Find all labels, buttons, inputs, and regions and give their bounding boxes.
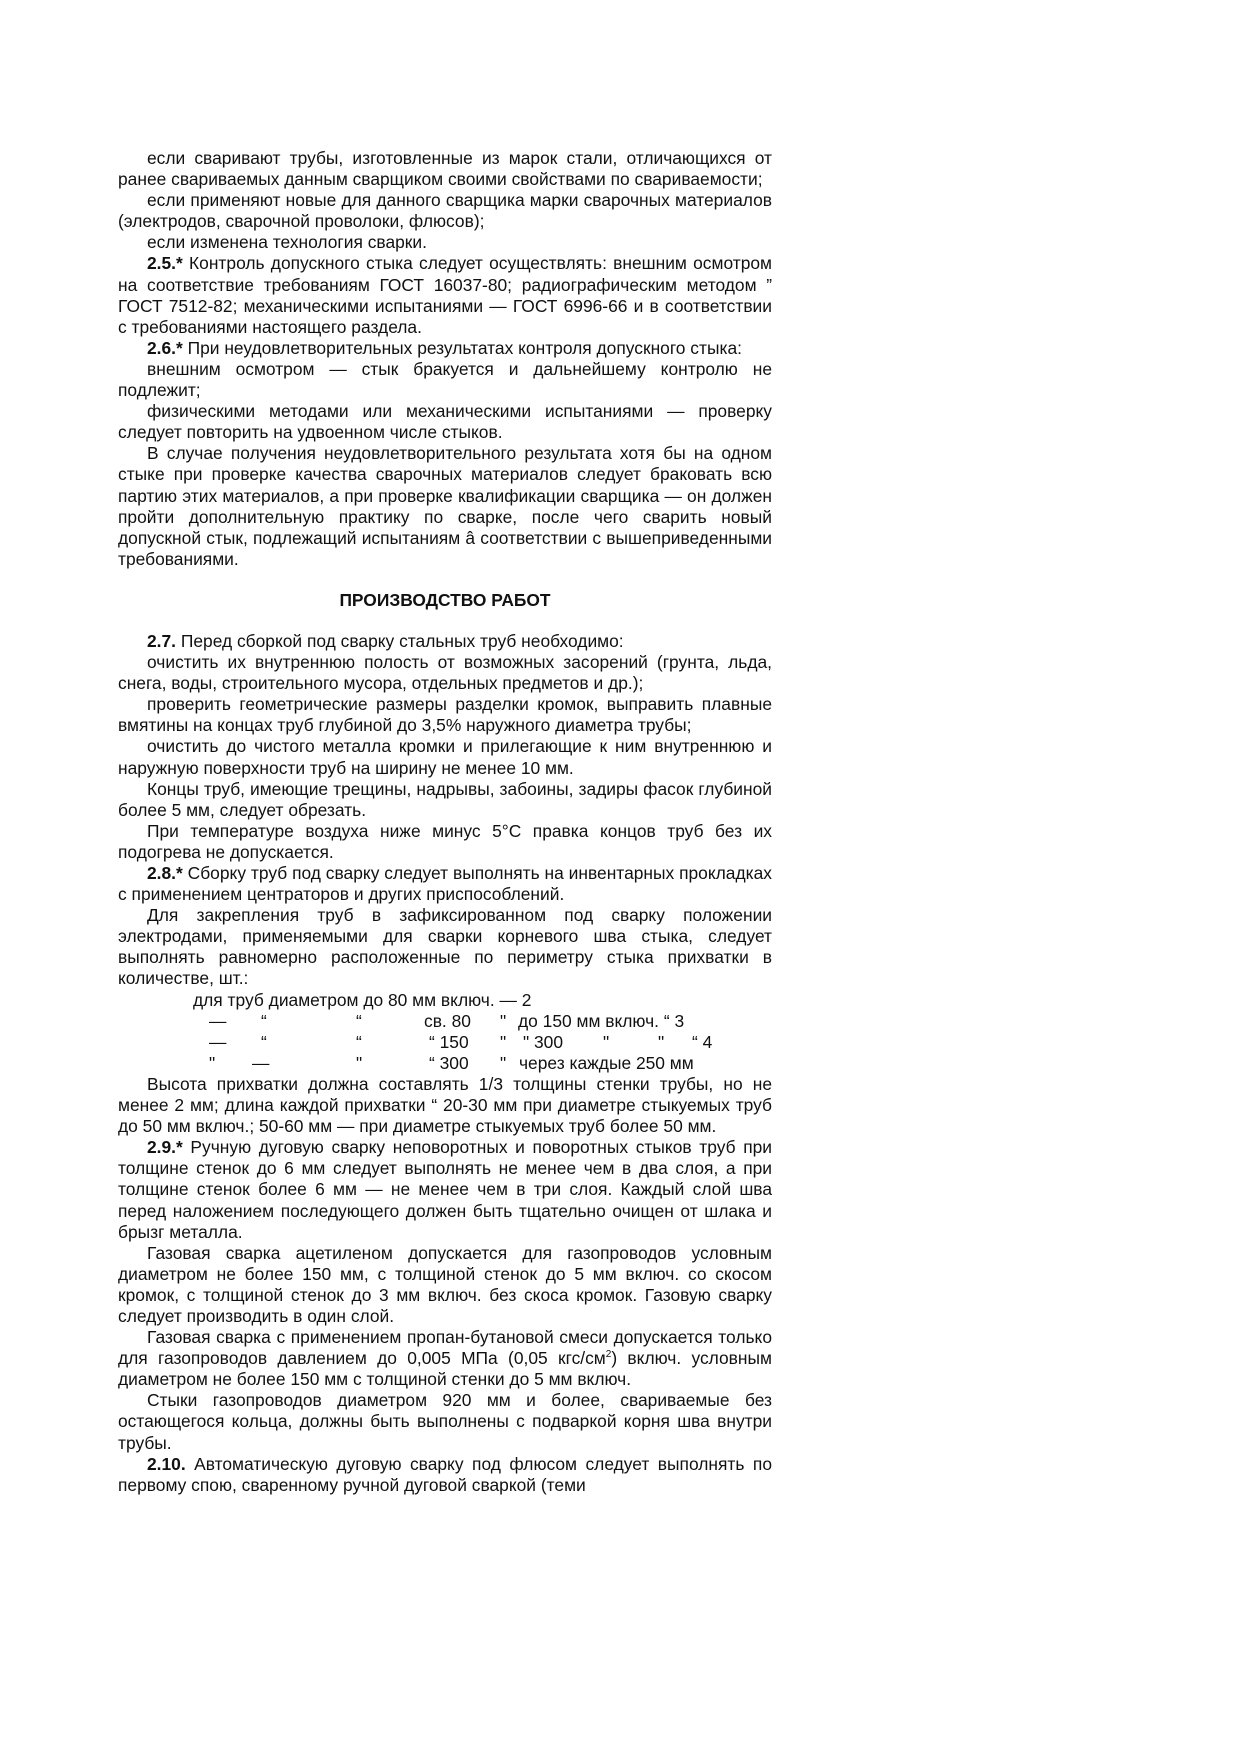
table-cell: " xyxy=(500,1010,507,1031)
paragraph: В случае получения неудовлетворительного результата хотя бы на одном стыке при проверке качества сварочных материалов следует браковать всю партию этих материалов, а при проверке квалификации сварщика — он должен пройти дополнительную практику по сварке, после чего сварить новый допускной стык, подлежащий испытаниям â соответствии с вышеприведенными требованиями. xyxy=(118,443,772,569)
paragraph: очистить до чистого металла кромки и прилегающие к ним внутреннюю и наружную поверхности труб на ширину не менее 10 мм. xyxy=(118,736,772,778)
table-cell: “ xyxy=(356,1010,362,1031)
table-cell: “ 4 xyxy=(692,1031,713,1052)
paragraph: Для закрепления труб в зафиксированном под сварку положении электродами, применяемыми для сварки корневого шва стыка, следует выполнять равномерно расположенные по периметру стыка прихватки в количестве, шт.: xyxy=(118,905,772,989)
clause-number: 2.6.* xyxy=(147,337,183,358)
clause-text: При неудовлетворительных результатах контроля допускного стыка: xyxy=(182,337,742,358)
clause-2-5 xyxy=(118,253,772,337)
paragraph: проверить геометрические размеры разделки кромок, выправить плавные вмятины на концах труб глубиной до 3,5% наружного диаметра трубы; xyxy=(118,694,772,736)
paragraph: Стыки газопроводов диаметром 920 мм и более, свариваемые без остающегося кольца, должны быть выполнены с подваркой корня шва внутри трубы. xyxy=(118,1390,772,1453)
document-page xyxy=(118,148,772,1496)
clause-2-8 xyxy=(118,863,772,905)
table-cell: " xyxy=(500,1031,507,1052)
paragraph-text: Газовая сварка с применением пропан-бутановой смеси допускается только для газопроводов давлением до 0,005 МПа (0,05 кгс/см xyxy=(118,1327,772,1369)
paragraph-text: ) включ. условным диаметром не более 150 мм с толщиной стенки до 5 мм включ. xyxy=(118,1348,772,1390)
table-cell: “ xyxy=(261,1031,267,1052)
table-row xyxy=(118,990,772,1011)
table-cell: “ 150 xyxy=(429,1031,469,1052)
paragraph: если изменена технология сварки. xyxy=(147,232,427,253)
table-cell: — xyxy=(252,1052,270,1073)
clause-2-7 xyxy=(118,631,772,652)
table-cell: св. 80 xyxy=(424,1010,471,1031)
clause-text: Автоматическую дуговую сварку под флюсом следует выполнять по первому спою, сваренному ручной дуговой сваркой (теми xyxy=(118,1453,772,1495)
clause-number: 2.8.* xyxy=(147,863,183,883)
table-cell: “ xyxy=(261,1010,267,1031)
clause-text: Контроль допускного стыка следует осуществлять: внешним осмотром на соответствие требованиям ГОСТ 16037-80; радиографическим методом ” ГОСТ 7512-82; механическими испытаниями — ГОСТ 6996-66 и в соответствии с требованиями настоящего раздела. xyxy=(118,253,772,337)
table-row xyxy=(118,1053,772,1074)
table-cell: для труб диаметром до 80 мм включ. — 2 xyxy=(193,989,532,1010)
table-cell: “ 300 xyxy=(429,1052,469,1073)
clause-2-10 xyxy=(118,1454,772,1496)
table-cell: до 150 мм включ. “ 3 xyxy=(518,1010,685,1031)
clause-text: Перед сборкой под сварку стальных труб необходимо: xyxy=(176,630,624,651)
paragraph: Концы труб, имеющие трещины, надрывы, забоины, задиры фасок глубиной более 5 мм, следует обрезать. xyxy=(118,778,772,820)
clause-2-9 xyxy=(118,1137,772,1242)
table-cell: через каждые 250 мм xyxy=(519,1052,694,1073)
clause-2-6 xyxy=(118,338,772,359)
section-heading: ПРОИЗВОДСТВО РАБОТ xyxy=(339,589,551,610)
superscript: 2 xyxy=(605,1349,612,1361)
table-cell: " xyxy=(603,1031,610,1052)
table-cell: — xyxy=(209,1031,227,1052)
paragraph: Газовая сварка ацетиленом допускается для газопроводов условным диаметром не более 150 мм, с толщиной стенок до 5 мм включ. со скосом кромок, с толщиной стенок до 3 мм включ. без скоса кромок. Газовую сварку следует производить в один слой. xyxy=(118,1242,772,1326)
paragraph: физическими методами или механическими испытаниями — проверку следует повторить на удвоенном числе стыков. xyxy=(118,401,772,443)
table-cell: — xyxy=(209,1010,227,1031)
table-cell: " 300 xyxy=(523,1031,564,1052)
clause-text: Сборку труб под сварку следует выполнять на инвентарных прокладках с применением центраторов и других приспособлений. xyxy=(118,863,772,905)
clause-number: 2.9.* xyxy=(147,1137,183,1158)
table-cell: " xyxy=(500,1052,507,1073)
paragraph: если применяют новые для данного сварщика марки сварочных материалов (электродов, сварочной проволоки, флюсов); xyxy=(118,190,772,232)
table-row xyxy=(118,1011,772,1032)
table-cell: " xyxy=(209,1052,216,1073)
paragraph: очистить их внутреннюю полость от возможных засорений (грунта, льда, снега, воды, строительного мусора, отдельных предметов и др.); xyxy=(118,652,772,694)
paragraph: При температуре воздуха ниже минус 5°С правка концов труб без их подогрева не допускается. xyxy=(118,820,772,862)
table-cell: " xyxy=(658,1031,665,1052)
clause-number: 2.5.* xyxy=(147,253,183,274)
table-cell: " xyxy=(356,1052,363,1073)
table-cell: “ xyxy=(356,1031,362,1052)
paragraph: если сваривают трубы, изготовленные из марок стали, отличающихся от ранее свариваемых данным сварщиком своими свойствами по свариваемости; xyxy=(118,148,772,190)
paragraph: Высота прихватки должна составлять 1/3 толщины стенки трубы, но не менее 2 мм; длина каждой прихватки “ 20-30 мм при диаметре стыкуемых труб до 50 мм включ.; 50-60 мм — при диаметре стыкуемых труб более 50 мм. xyxy=(118,1073,772,1137)
table-row xyxy=(118,1032,772,1053)
clause-number: 2.10. xyxy=(147,1453,186,1474)
tack-count-table xyxy=(118,990,772,1074)
paragraph: внешним осмотром — стык бракуется и дальнейшему контролю не подлежит; xyxy=(118,358,772,401)
clause-text: Ручную дуговую сварку неповоротных и поворотных стыков труб при толщине стенок до 6 мм следует выполнять не менее чем в два слоя, а при толщине стенок более 6 мм — не менее чем в три слоя. Каждый слой шва перед наложением последующего должен быть тщательно очищен от шлака и брызг металла. xyxy=(118,1137,772,1242)
clause-number: 2.7. xyxy=(147,630,177,651)
paragraph xyxy=(118,1327,772,1390)
